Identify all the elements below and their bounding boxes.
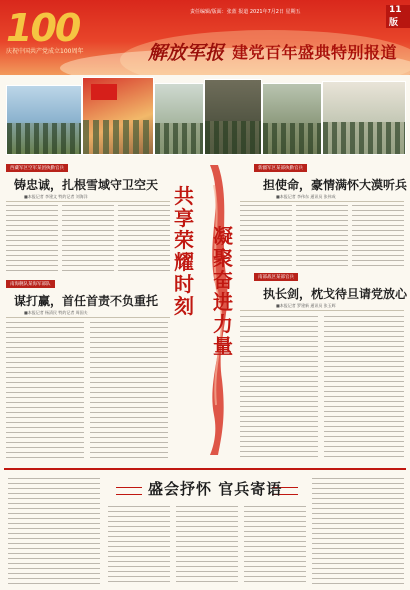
photo-officers <box>154 83 204 155</box>
article-body-column <box>240 205 292 267</box>
message-column <box>176 506 238 584</box>
newspaper-name: 解放军报 <box>148 42 225 64</box>
article-body-column <box>240 316 318 458</box>
center-slogan-right: 凝聚奋进力量 <box>213 224 233 358</box>
page-number: 11版 <box>386 5 410 28</box>
article-body-column <box>62 205 114 275</box>
article-body-column <box>90 322 168 458</box>
article-headline: 谋打赢，首任首责不负重托 <box>14 294 159 308</box>
article-byline: ■本报记者 杨清民 特约记者 周国夫 <box>24 310 88 315</box>
photo-soldiers-plateau <box>6 85 82 155</box>
photo-formation <box>322 81 406 155</box>
article-label: 西藏军区空军某团执勤官兵 <box>6 164 68 172</box>
photo-party-flag <box>82 77 154 155</box>
article-label: 南部战区某部官兵 <box>254 273 298 281</box>
article-headline: 执长剑，枕戈待旦请党放心 <box>263 287 408 301</box>
article-headline: 铸忠诚，扎根雪域守卫空天 <box>14 178 159 192</box>
page-info-line: 责任编辑/版面：张蓝 报道 2021年7月2日 星期五 <box>190 9 301 15</box>
article-body-column <box>324 316 404 458</box>
masthead-banner <box>0 0 410 75</box>
bottom-section-title: 盛会抒怀 官兵寄语 <box>148 480 283 498</box>
article-body-column <box>6 205 58 275</box>
article-byline: ■本报记者 李建文 特约记者 刘海洋 <box>24 194 88 199</box>
article-label: 南海舰队某海军部队 <box>6 280 55 288</box>
message-column <box>8 478 100 584</box>
article-body-column <box>6 322 84 458</box>
article-body-column <box>296 205 348 267</box>
article-headline: 担使命，豪情满怀大漠听兵 <box>263 178 408 192</box>
section-title: 建党百年盛典特别报道 <box>232 43 398 62</box>
message-column <box>312 478 404 584</box>
photo-strip <box>0 75 410 160</box>
title-ornament <box>116 487 142 495</box>
article-body-column <box>118 205 170 275</box>
photo-watching-broadcast <box>204 79 262 155</box>
article-byline: ■本报记者 李伟东 通讯员 张伟成 <box>276 194 336 199</box>
centenary-logo-caption: 庆祝中国共产党成立100周年 <box>6 48 84 55</box>
center-slogan-left: 共享荣耀时刻 <box>174 184 194 318</box>
message-column <box>244 506 306 584</box>
message-column <box>108 506 170 584</box>
article-body-column <box>352 205 404 267</box>
article-label: 新疆军区某部执勤官兵 <box>254 164 307 172</box>
article-byline: ■本报记者 罗建新 通讯员 张玉辉 <box>276 303 336 308</box>
photo-troops <box>262 83 322 155</box>
centenary-logo: 100 <box>6 6 80 50</box>
